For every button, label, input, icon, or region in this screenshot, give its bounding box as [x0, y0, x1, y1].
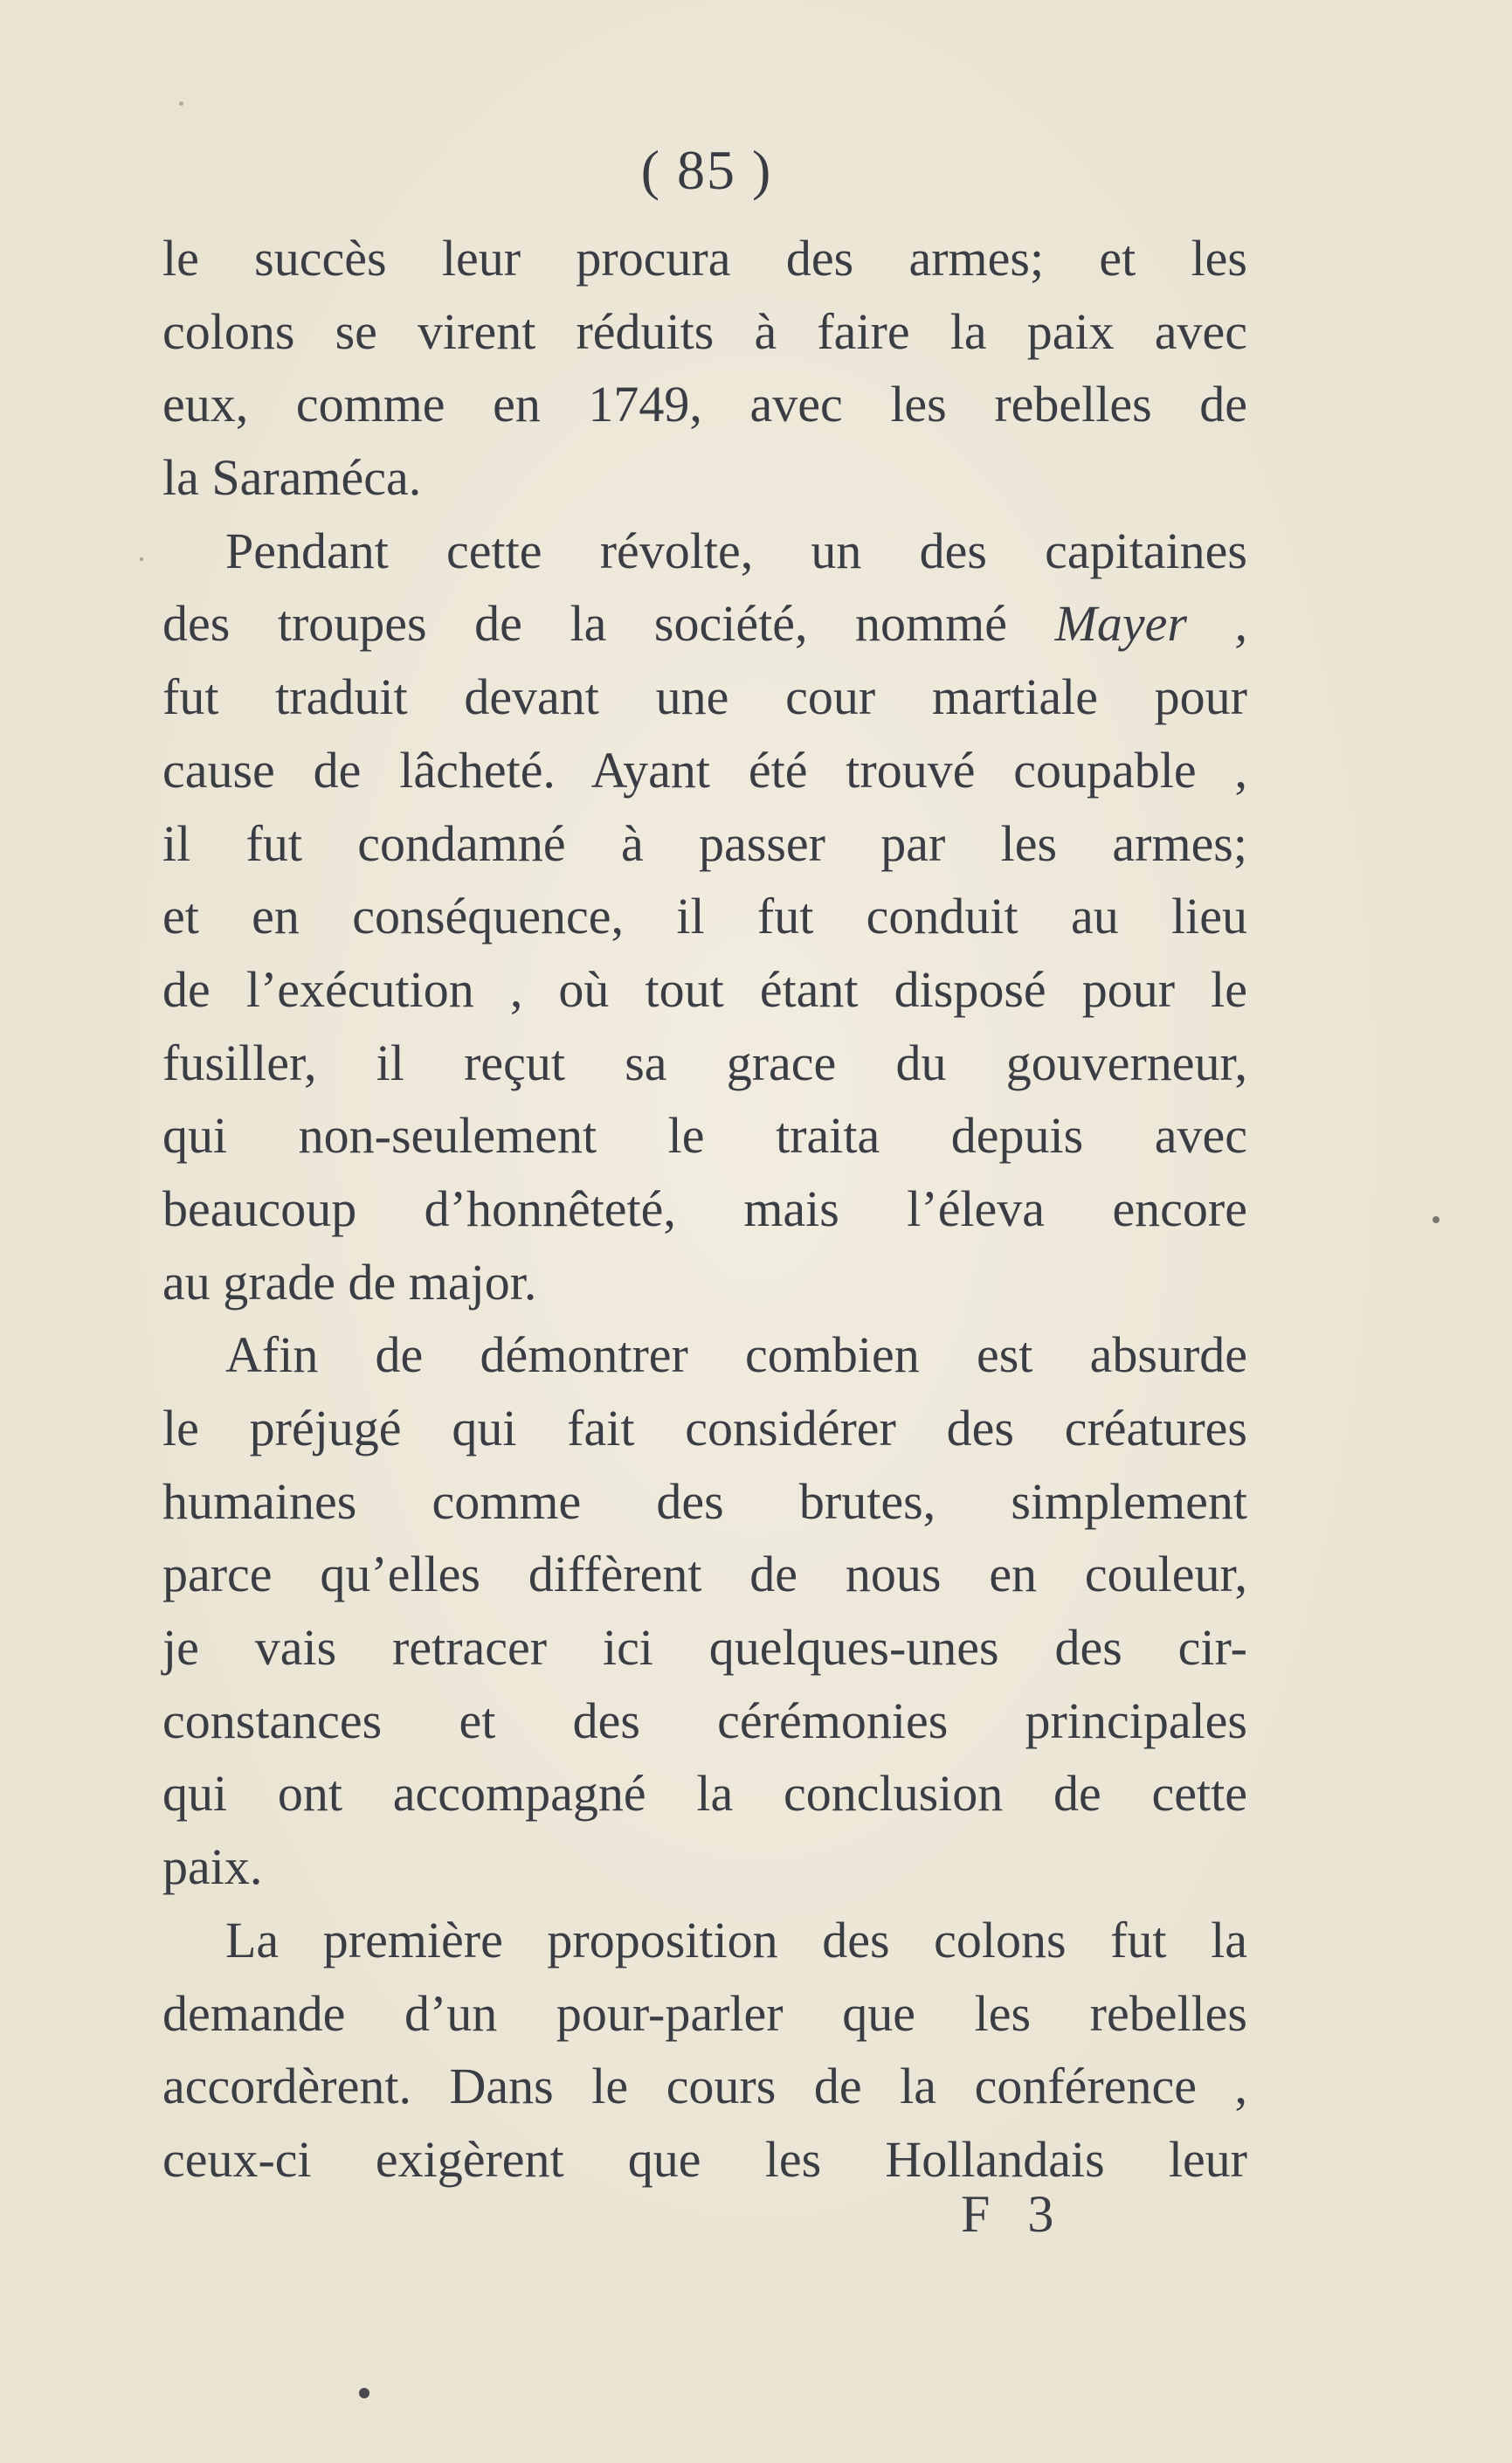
text-line: accordèrent. Dans le cours de la conférence ,	[162, 2058, 1247, 2115]
text-line: je vais retracer ici quelques-unes des cir-	[162, 1619, 1247, 1677]
text-line: fut traduit devant une cour martiale pour	[162, 668, 1247, 726]
text-line: humaines comme des brutes, simplement	[162, 1472, 1247, 1530]
paper-speck	[359, 2388, 369, 2398]
signature-mark: F 3	[961, 2185, 1067, 2243]
text-line: parce qu’elles diffèrent de nous en couleur,	[162, 1546, 1247, 1603]
text-line: fusiller, il reçut sa grace du gouverneur,	[162, 1034, 1247, 1091]
paper-speck	[179, 101, 183, 106]
text-line: paix.	[162, 1838, 263, 1896]
paper-speck	[1433, 1216, 1440, 1223]
paragraph-start-line: Afin de démontrer combien est absurde	[225, 1326, 1247, 1384]
paragraph-start-line: La première proposition des colons fut la	[225, 1911, 1247, 1968]
paper-speck	[140, 557, 143, 561]
text-line: au grade de major.	[162, 1253, 537, 1311]
text-line: cause de lâcheté. Ayant été trouvé coupable ,	[162, 741, 1247, 799]
text-line: qui non-seulement le traita depuis avec	[162, 1107, 1247, 1165]
text-line: demande d’un pour-parler que les rebelles	[162, 1984, 1247, 2042]
text-span: des troupes de la société, nommé	[162, 595, 1055, 653]
text-line: beaucoup d’honnêteté, mais l’éleva encore	[162, 1180, 1247, 1237]
text-line: et en conséquence, il fut conduit au lieu	[162, 888, 1247, 945]
text-line: constances et des cérémonies principales	[162, 1692, 1247, 1749]
text-line: colons se virent réduits à faire la paix avec	[162, 302, 1247, 360]
text-line: ceux-ci exigèrent que les Hollandais leur	[162, 2130, 1247, 2188]
text-line: la Saraméca.	[162, 449, 422, 507]
text-line: eux, comme en 1749, avec les rebelles de	[162, 376, 1247, 433]
text-line: il fut condamné à passer par les armes;	[162, 814, 1247, 872]
body-text	[162, 222, 1247, 2197]
text-line: le préjugé qui fait considérer des créatures	[162, 1400, 1247, 1456]
text-line: le succès leur procura des armes; et les	[162, 230, 1247, 287]
paragraph-start-line: Pendant cette révolte, un des capitaines	[225, 522, 1247, 579]
text-line: qui ont accompagné la conclusion de cette	[162, 1765, 1247, 1823]
text-line: de l’exécution , où tout étant disposé pour le	[162, 960, 1247, 1018]
text-line	[162, 587, 1247, 661]
italic-name: Mayer ,	[1054, 595, 1247, 653]
page-number: ( 85 )	[640, 139, 773, 201]
